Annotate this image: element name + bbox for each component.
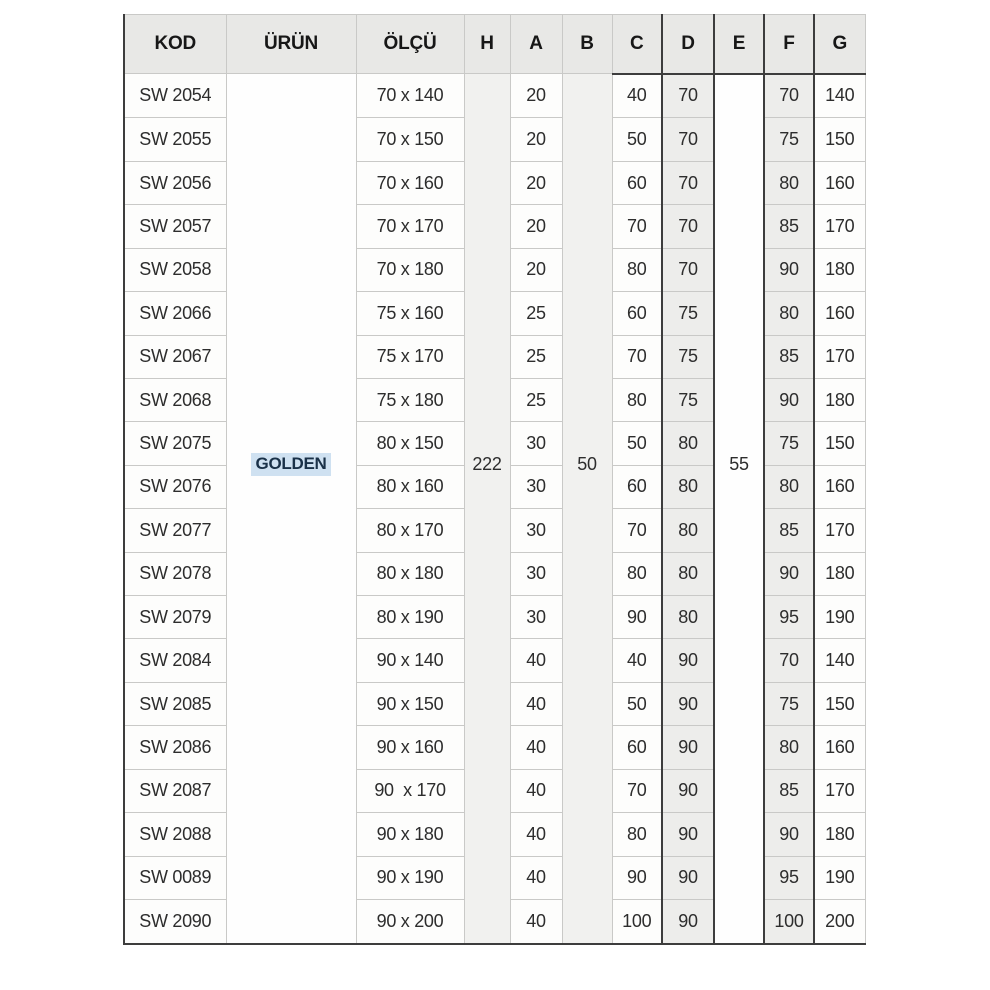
cell-kod: SW 2086 <box>124 726 226 769</box>
cell-kod: SW 2079 <box>124 596 226 639</box>
cell-a: 40 <box>510 769 562 812</box>
cell-c: 70 <box>612 769 662 812</box>
cell-d: 70 <box>662 205 714 248</box>
cell-d: 80 <box>662 552 714 595</box>
column-header-g: G <box>814 15 865 74</box>
cell-g: 150 <box>814 682 865 725</box>
merged-cell-h: 222 <box>464 74 510 945</box>
cell-olcu: 70 x 170 <box>356 205 464 248</box>
table-header <box>124 15 865 74</box>
cell-f: 90 <box>764 248 814 291</box>
cell-c: 100 <box>612 900 662 945</box>
cell-c: 90 <box>612 596 662 639</box>
column-header-h: H <box>464 15 510 74</box>
cell-f: 75 <box>764 118 814 161</box>
column-header-olcu: ÖLÇÜ <box>356 15 464 74</box>
cell-olcu: 90 x 180 <box>356 813 464 856</box>
cell-c: 70 <box>612 205 662 248</box>
cell-a: 20 <box>510 118 562 161</box>
cell-c: 60 <box>612 292 662 335</box>
cell-d: 75 <box>662 378 714 421</box>
cell-olcu: 80 x 170 <box>356 509 464 552</box>
cell-kod: SW 2066 <box>124 292 226 335</box>
cell-kod: SW 0089 <box>124 856 226 899</box>
cell-kod: SW 2087 <box>124 769 226 812</box>
header-row <box>124 15 865 74</box>
cell-a: 25 <box>510 292 562 335</box>
cell-f: 90 <box>764 552 814 595</box>
cell-f: 75 <box>764 682 814 725</box>
cell-a: 20 <box>510 161 562 204</box>
column-header-kod: KOD <box>124 15 226 74</box>
cell-d: 80 <box>662 596 714 639</box>
cell-kod: SW 2067 <box>124 335 226 378</box>
cell-olcu: 80 x 180 <box>356 552 464 595</box>
cell-c: 40 <box>612 74 662 118</box>
product-name-highlight: GOLDEN <box>251 453 332 476</box>
cell-olcu: 90 x 160 <box>356 726 464 769</box>
cell-f: 80 <box>764 161 814 204</box>
cell-kod: SW 2085 <box>124 682 226 725</box>
cell-c: 50 <box>612 422 662 465</box>
cell-a: 20 <box>510 248 562 291</box>
cell-olcu: 70 x 140 <box>356 74 464 118</box>
product-size-table <box>123 14 866 945</box>
cell-a: 40 <box>510 726 562 769</box>
cell-kod: SW 2078 <box>124 552 226 595</box>
table-row <box>124 74 865 118</box>
cell-c: 50 <box>612 118 662 161</box>
cell-a: 30 <box>510 596 562 639</box>
cell-a: 30 <box>510 509 562 552</box>
cell-a: 30 <box>510 552 562 595</box>
column-header-c: C <box>612 15 662 74</box>
cell-olcu: 80 x 160 <box>356 465 464 508</box>
cell-kod: SW 2075 <box>124 422 226 465</box>
cell-f: 85 <box>764 205 814 248</box>
cell-a: 30 <box>510 422 562 465</box>
cell-c: 70 <box>612 335 662 378</box>
cell-d: 90 <box>662 813 714 856</box>
cell-d: 90 <box>662 900 714 945</box>
cell-a: 20 <box>510 205 562 248</box>
column-header-a: A <box>510 15 562 74</box>
cell-g: 160 <box>814 726 865 769</box>
cell-f: 80 <box>764 292 814 335</box>
cell-c: 60 <box>612 465 662 508</box>
cell-c: 60 <box>612 161 662 204</box>
cell-kod: SW 2084 <box>124 639 226 682</box>
cell-f: 80 <box>764 726 814 769</box>
cell-olcu: 90 x 190 <box>356 856 464 899</box>
cell-a: 25 <box>510 378 562 421</box>
cell-d: 80 <box>662 422 714 465</box>
cell-d: 75 <box>662 335 714 378</box>
cell-d: 90 <box>662 639 714 682</box>
cell-a: 40 <box>510 900 562 945</box>
cell-g: 190 <box>814 856 865 899</box>
cell-d: 90 <box>662 856 714 899</box>
cell-d: 80 <box>662 509 714 552</box>
cell-g: 190 <box>814 596 865 639</box>
cell-olcu: 75 x 170 <box>356 335 464 378</box>
cell-c: 50 <box>612 682 662 725</box>
cell-g: 170 <box>814 335 865 378</box>
cell-a: 40 <box>510 639 562 682</box>
cell-c: 80 <box>612 248 662 291</box>
cell-g: 180 <box>814 378 865 421</box>
cell-olcu: 90 x 200 <box>356 900 464 945</box>
cell-d: 70 <box>662 161 714 204</box>
cell-a: 40 <box>510 856 562 899</box>
column-header-b: B <box>562 15 612 74</box>
cell-d: 90 <box>662 769 714 812</box>
cell-f: 90 <box>764 813 814 856</box>
cell-g: 170 <box>814 769 865 812</box>
cell-f: 85 <box>764 769 814 812</box>
cell-d: 70 <box>662 74 714 118</box>
cell-d: 80 <box>662 465 714 508</box>
cell-g: 140 <box>814 74 865 118</box>
column-header-e: E <box>714 15 764 74</box>
cell-f: 70 <box>764 639 814 682</box>
cell-kod: SW 2058 <box>124 248 226 291</box>
cell-g: 180 <box>814 552 865 595</box>
cell-f: 95 <box>764 596 814 639</box>
cell-g: 180 <box>814 813 865 856</box>
cell-f: 90 <box>764 378 814 421</box>
cell-g: 170 <box>814 509 865 552</box>
cell-c: 80 <box>612 552 662 595</box>
cell-kod: SW 2068 <box>124 378 226 421</box>
column-header-d: D <box>662 15 714 74</box>
cell-c: 80 <box>612 813 662 856</box>
cell-olcu: 70 x 180 <box>356 248 464 291</box>
cell-olcu: 90 x 170 <box>356 769 464 812</box>
cell-c: 80 <box>612 378 662 421</box>
cell-d: 70 <box>662 248 714 291</box>
cell-kod: SW 2090 <box>124 900 226 945</box>
cell-olcu: 80 x 150 <box>356 422 464 465</box>
cell-d: 90 <box>662 726 714 769</box>
cell-a: 20 <box>510 74 562 118</box>
cell-olcu: 90 x 150 <box>356 682 464 725</box>
cell-d: 70 <box>662 118 714 161</box>
cell-kod: SW 2056 <box>124 161 226 204</box>
cell-g: 160 <box>814 161 865 204</box>
cell-g: 180 <box>814 248 865 291</box>
cell-g: 160 <box>814 292 865 335</box>
cell-kod: SW 2054 <box>124 74 226 118</box>
cell-f: 85 <box>764 509 814 552</box>
cell-g: 150 <box>814 118 865 161</box>
cell-f: 75 <box>764 422 814 465</box>
cell-c: 90 <box>612 856 662 899</box>
cell-a: 40 <box>510 682 562 725</box>
cell-olcu: 90 x 140 <box>356 639 464 682</box>
cell-d: 75 <box>662 292 714 335</box>
cell-g: 160 <box>814 465 865 508</box>
cell-g: 200 <box>814 900 865 945</box>
cell-kod: SW 2076 <box>124 465 226 508</box>
cell-olcu: 70 x 160 <box>356 161 464 204</box>
table-body <box>124 74 865 945</box>
cell-f: 80 <box>764 465 814 508</box>
column-header-urun: ÜRÜN <box>226 15 356 74</box>
cell-kod: SW 2088 <box>124 813 226 856</box>
cell-kod: SW 2057 <box>124 205 226 248</box>
cell-f: 85 <box>764 335 814 378</box>
cell-f: 70 <box>764 74 814 118</box>
cell-a: 25 <box>510 335 562 378</box>
cell-d: 90 <box>662 682 714 725</box>
cell-a: 30 <box>510 465 562 508</box>
cell-f: 95 <box>764 856 814 899</box>
cell-kod: SW 2055 <box>124 118 226 161</box>
cell-g: 170 <box>814 205 865 248</box>
column-header-f: F <box>764 15 814 74</box>
merged-cell-b: 50 <box>562 74 612 945</box>
cell-kod: SW 2077 <box>124 509 226 552</box>
cell-olcu: 80 x 190 <box>356 596 464 639</box>
cell-c: 40 <box>612 639 662 682</box>
cell-c: 70 <box>612 509 662 552</box>
cell-g: 140 <box>814 639 865 682</box>
cell-f: 100 <box>764 900 814 945</box>
merged-cell-urun <box>226 74 356 945</box>
cell-olcu: 70 x 150 <box>356 118 464 161</box>
merged-cell-e: 55 <box>714 74 764 945</box>
cell-c: 60 <box>612 726 662 769</box>
cell-a: 40 <box>510 813 562 856</box>
cell-olcu: 75 x 160 <box>356 292 464 335</box>
cell-g: 150 <box>814 422 865 465</box>
cell-olcu: 75 x 180 <box>356 378 464 421</box>
